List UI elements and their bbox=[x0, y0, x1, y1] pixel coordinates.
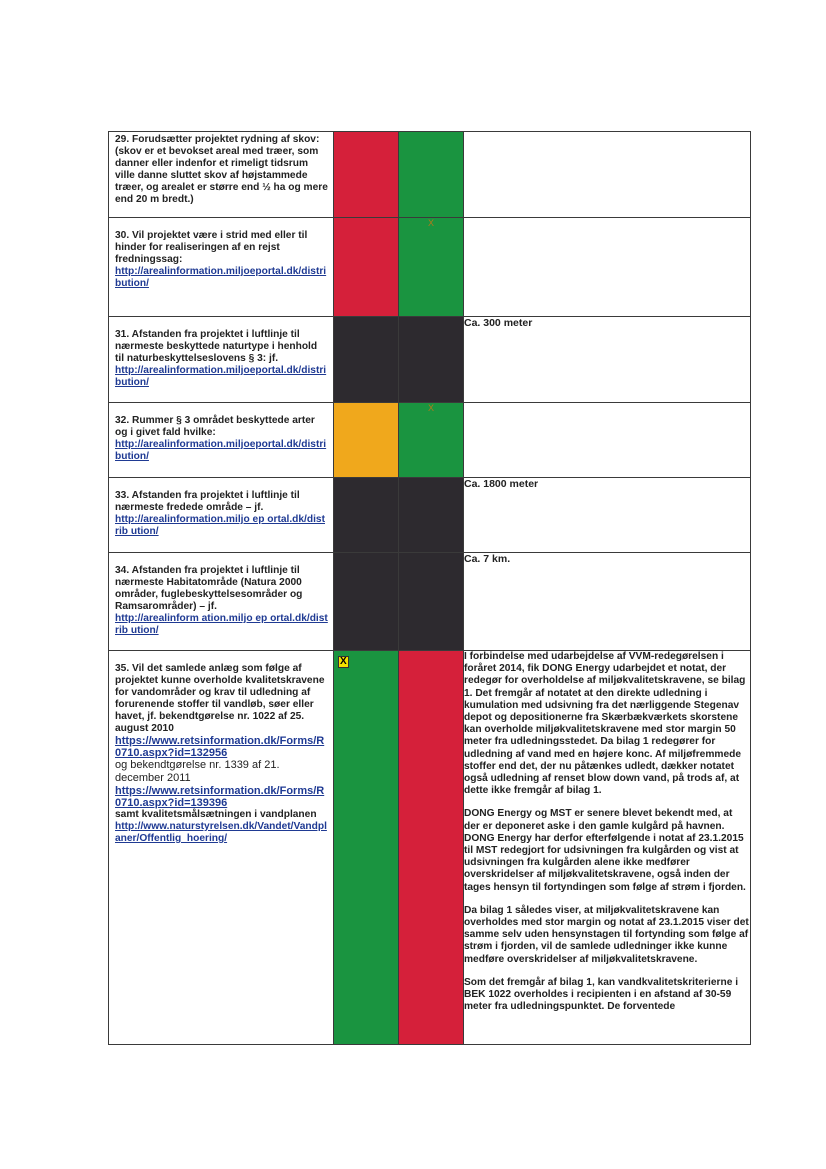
reference-link[interactable]: http://arealinform ation.miljo ep ortal.dk/distrib ution/ bbox=[115, 613, 328, 636]
table-row bbox=[109, 651, 751, 1045]
selection-mark: X bbox=[340, 656, 347, 667]
question-text: 31. Afstanden fra projektet i luftlinje til nærmeste beskyttede naturtype i henhold til naturbeskyttelseslovens § 3: jf. bbox=[115, 329, 318, 364]
selection-mark: X bbox=[427, 218, 434, 228]
status-cell-dark bbox=[399, 317, 464, 403]
question-text: 30. Vil projektet være i strid med eller til hinder for realiseringen af en rejst fredningssag: bbox=[115, 230, 308, 265]
answer-cell bbox=[464, 132, 751, 218]
question-cell bbox=[109, 478, 334, 553]
question-text: 34. Afstanden fra projektet i luftlinje til nærmeste Habitatområde (Natura 2000 områder, fuglebeskyttelsesområder og Ramsarområder) – jf. bbox=[115, 565, 303, 612]
status-cell-green bbox=[334, 651, 399, 1045]
status-cell-dark bbox=[399, 553, 464, 651]
status-cell-dark bbox=[334, 317, 399, 403]
reference-link[interactable]: https://www.retsinformation.dk/Forms/R0710.aspx?id=139396 bbox=[115, 785, 325, 809]
reference-link[interactable]: http://arealinformation.miljoeportal.dk/distribution/ bbox=[115, 365, 327, 388]
status-cell-green bbox=[399, 132, 464, 218]
question-text-tail: samt kvalitetsmålsætningen i vandplanen bbox=[115, 809, 317, 820]
reference-link[interactable]: http://arealinformation.miljo ep ortal.dk/distrib ution/ bbox=[115, 514, 325, 537]
status-cell-red bbox=[334, 132, 399, 218]
question-cell bbox=[109, 651, 334, 1045]
question-cell bbox=[109, 317, 334, 403]
reference-link[interactable]: http://www.naturstyrelsen.dk/Vandet/Vandplaner/Offentlig_hoering/ bbox=[115, 821, 327, 844]
answer-cell bbox=[464, 553, 751, 651]
answer-text: Ca. 300 meter bbox=[464, 317, 533, 329]
answer-cell bbox=[464, 403, 751, 478]
question-text: 35. Vil det samlede anlæg som følge af projektet kunne overholde kvalitetskravene for vandområder og krav til udledning af forurenende stoffer til vandløb, søer eller havet, jf. bekendtgørelse nr. 1022 af 25. august 2010 bbox=[115, 663, 325, 734]
question-text: 32. Rummer § 3 området beskyttede arter og i givet fald hvilke: bbox=[115, 415, 315, 438]
answer-cell bbox=[464, 218, 751, 317]
answer-text: Ca. 1800 meter bbox=[464, 478, 539, 490]
reference-link[interactable]: https://www.retsinformation.dk/Forms/R0710.aspx?id=132956 bbox=[115, 735, 325, 759]
status-cell-red bbox=[399, 651, 464, 1045]
question-text: 33. Afstanden fra projektet i luftlinje til nærmeste fredede område – jf. bbox=[115, 490, 300, 513]
status-cell-amber bbox=[334, 403, 399, 478]
reference-link[interactable]: http://arealinformation.miljoeportal.dk/distribution/ bbox=[115, 439, 327, 462]
question-cell bbox=[109, 132, 334, 218]
question-cell bbox=[109, 403, 334, 478]
status-cell-dark bbox=[334, 553, 399, 651]
table-row bbox=[109, 317, 751, 403]
status-cell-green bbox=[399, 218, 464, 317]
table-row bbox=[109, 132, 751, 218]
status-cell-red bbox=[334, 218, 399, 317]
status-cell-dark bbox=[334, 478, 399, 553]
answer-text: Ca. 7 km. bbox=[464, 553, 511, 565]
answer-cell bbox=[464, 478, 751, 553]
status-cell-green bbox=[399, 403, 464, 478]
table-row bbox=[109, 478, 751, 553]
status-cell-dark bbox=[399, 478, 464, 553]
answer-paragraph: Som det fremgår af bilag 1, kan vandkvalitetskriterierne i BEK 1022 overholdes i recipienten i en afstand af 30-59 meter fra udledningspunktet. De forventede bbox=[464, 976, 739, 1013]
answer-cell bbox=[464, 651, 751, 1045]
question-text-mid: og bekendtgørelse nr. 1339 af 21. december 2011 bbox=[115, 759, 280, 784]
question-cell bbox=[109, 553, 334, 651]
answer-cell bbox=[464, 317, 751, 403]
answer-paragraph: DONG Energy og MST er senere blevet bekendt med, at der er deponeret aske i den gamle kulgård på havnen. DONG Energy har derfor efterfølgende i notat af 23.1.2015 til MST redegjort for udsivningen fra kulgården og vist at udsivningen fra kulgården alene ikke medfører overskridelser af miljøkvalitetskravene, også inden der tages hensyn til fortyndingen som følge af strøm i fjorden. bbox=[464, 808, 746, 893]
table-row bbox=[109, 553, 751, 651]
answer-paragraph: Da bilag 1 således viser, at miljøkvalitetskravene kan overholdes med stor margin og notat af 23.1.2015 viser det samme selv uden hensynstagen til fortynding som følge af strøm i fjorden, vil de samlede udledninger ikke kunne medføre overskridelser af miljøkvalitetskravene. bbox=[464, 904, 749, 965]
question-text: 29. Forudsætter projektet rydning af skov: (skov er et bevokset areal med træer, som danner eller indenfor et rimeligt tidsrum ville danne sluttet skov af højstammede træer, og arealet er større end ½ ha og mere end 20 m bredt.) bbox=[115, 134, 328, 205]
answer-paragraph: I forbindelse med udarbejdelse af VVM-redegørelsen i foråret 2014, fik DONG Energy udarbejdet et notat, der redegør for overholdelse af miljøkvalitetskravene, se bilag 1. Det fremgår af notatet at den direkte udledning i kumulation med udsivning fra det nærliggende Stegenav depot og depositionerne fra Skærbækværkets skorstene kan overholde miljøkvalitetskravene med stor margin 50 meter fra udledningsstedet. Da bilag 1 redegører for udledning af vand med en højere konc. Af miljøfremmede stoffer end det, der nu påtænkes udledt, dækker notatet også udledning af renset blow down vand, på trods af, at dette ikke fremgår af bilag 1. bbox=[464, 651, 746, 797]
question-cell bbox=[109, 218, 334, 317]
table-row bbox=[109, 403, 751, 478]
assessment-table bbox=[108, 131, 751, 1045]
selection-mark: X bbox=[427, 403, 434, 413]
table-row bbox=[109, 218, 751, 317]
reference-link[interactable]: http://arealinformation.miljoeportal.dk/distribution/ bbox=[115, 266, 327, 289]
